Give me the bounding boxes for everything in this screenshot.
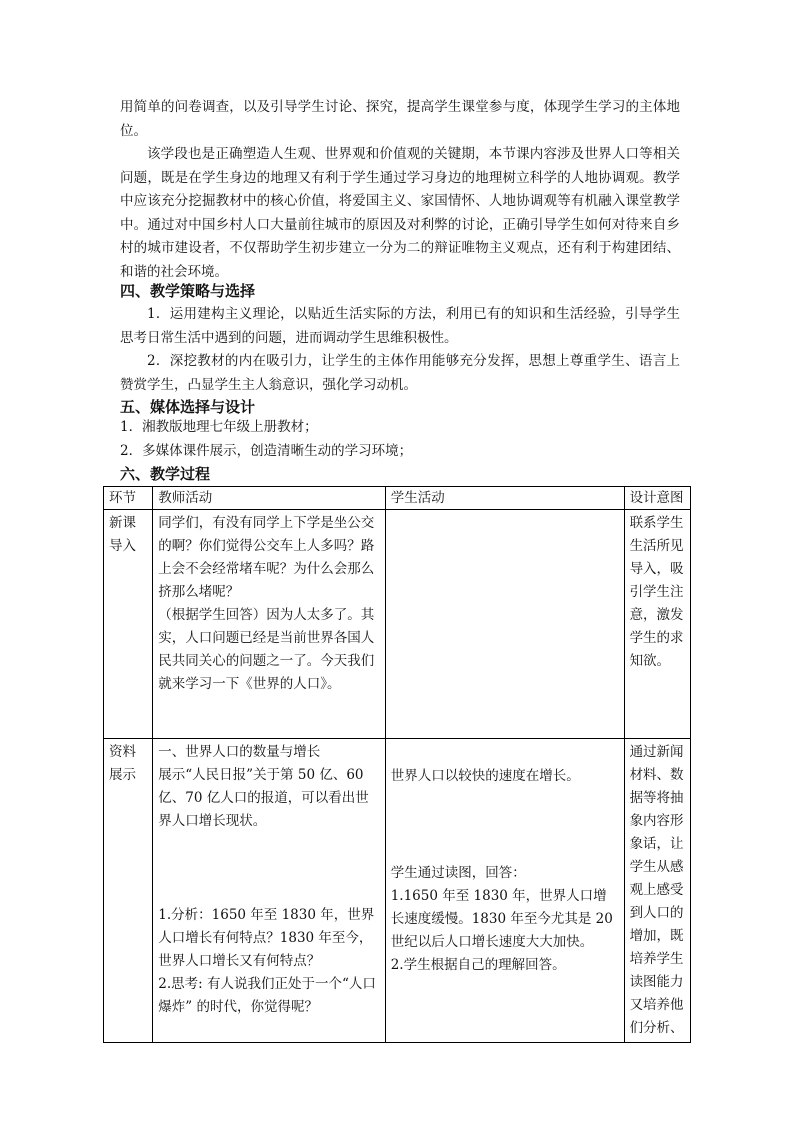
media-item-1: 1．湘教版地理七年级上册教材；: [120, 419, 318, 435]
strategy-item-1: 1．运用建构主义理论，以贴近生活实际的方法，利用已有的知识和生活经验，引导学生思考日常生活中遇到的问题，进而调动学生思维积极性。: [120, 306, 680, 346]
section-heading-media-design: 五、媒体选择与设计: [120, 398, 256, 416]
cell-stage: 新课导入: [104, 510, 153, 739]
student-activity-answers: 学生通过读图，回答： 1.1650 年至 1830 年，世界人口增长速度缓慢。1830 年至今尤其是 20 世纪以后人口增长速度大大加快。 2.学生根据自己的理解回答。: [390, 865, 613, 973]
student-activity-observation: 世界人口以较快的速度在增长。: [390, 768, 580, 784]
cell-design-intent: 通过新闻材料、数据等将抽象内容形象话，让学生从感观上感受到人口的增加，既培养学生读图能力又培养他们分析、: [624, 739, 690, 1043]
media-item-2: 2．多媒体课件展示，创造清晰生动的学习环境；: [120, 443, 413, 459]
cell-student-activity: [385, 739, 624, 1043]
cell-design-intent: 联系学生生活所见导入，吸引学生注意，激发学生的求知欲。: [624, 510, 690, 739]
table-row: [104, 510, 691, 739]
paragraph-student-participation: 用简单的问卷调查，以及引导学生讨论、探究，提高学生课堂参与度，体现学生学习的主体地位。: [120, 99, 680, 139]
table-row: [104, 739, 691, 1043]
section-heading-teaching-process: 六、教学过程: [120, 465, 211, 483]
cell-teacher-activity: 同学们，有没有同学上下学是坐公交的啊？你们觉得公交车上人多吗？路上会不会经常堵车呢？为什么会那么挤那么堵呢？ （根据学生回答）因为人太多了。其实，人口问题已经是当前世界各国人民共同关心的问题之一了。今天我们就来学习一下《世界的人口》。: [153, 510, 385, 739]
paragraph-value-education: 该学段也是正确塑造人生观、世界观和价值观的关键期，本节课内容涉及世界人口等相关问题，既是在学生身边的地理又有利于学生通过学习身边的地理树立科学的人地协调观。教学中应该充分挖掘教材中的核心价值，将爱国主义、家国情怀、人地协调观等有机融入课堂教学中。通过对中国乡村人口大量前往城市的原因及对利弊的讨论，正确引导学生如何对待来自乡村的城市建设者，不仅帮助学生初步建立一分为二的辩证唯物主义观点，还有利于构建团结、和谐的社会环境。: [120, 146, 680, 280]
table-header-row: [104, 487, 691, 510]
header-stage: 环节: [104, 487, 153, 510]
cell-stage: 资料展示: [104, 739, 153, 1043]
teacher-activity-questions: 1.分析：1650 年至 1830 年，世界人口增长有何特点？1830 年至今，世界人口增长又有何特点？ 2.思考: 有人说我们正处于一个“人口爆炸” 的时代，你觉得呢？: [158, 907, 376, 1015]
header-student-activity: 学生活动: [385, 487, 624, 510]
teaching-process-table: [103, 486, 691, 1043]
header-teacher-activity: 教师活动: [153, 487, 385, 510]
cell-student-activity: [385, 510, 624, 739]
header-design-intent: 设计意图: [624, 487, 690, 510]
teacher-activity-intro: 一、世界人口的数量与增长 展示“人民日报”关于第 50 亿、60 亿、70 亿人口的报道，可以看出世界人口增长现状。: [158, 744, 369, 829]
cell-teacher-activity: [153, 739, 385, 1043]
strategy-item-2: 2．深挖教材的内在吸引力，让学生的主体作用能够充分发挥，思想上尊重学生、语言上赞赏学生，凸显学生主人翁意识，强化学习动机。: [120, 353, 680, 393]
section-heading-teaching-strategy: 四、教学策略与选择: [120, 282, 256, 300]
